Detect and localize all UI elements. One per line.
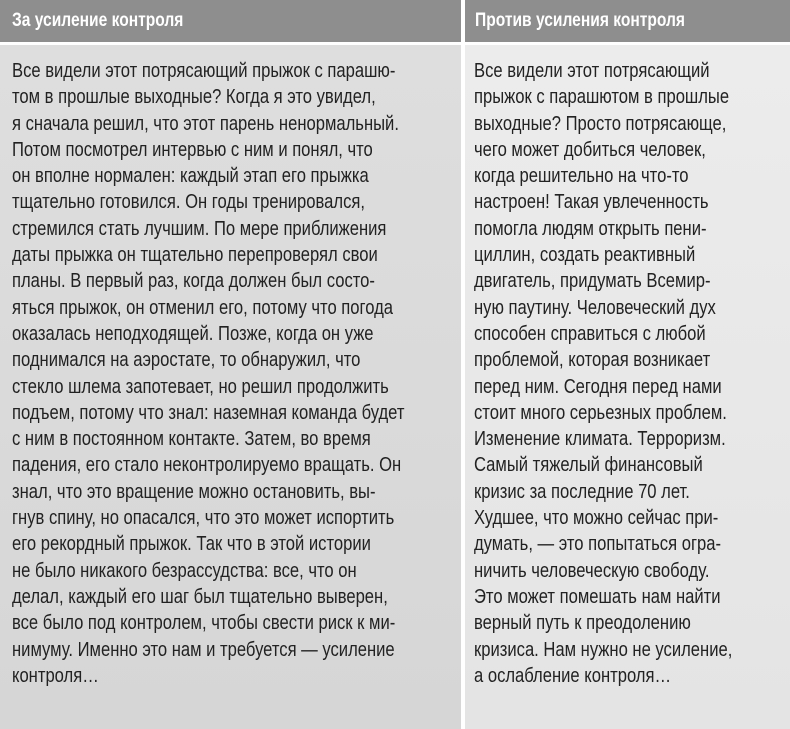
text-line: [474, 637, 790, 663]
text-line: [474, 610, 790, 636]
text-line: [474, 505, 790, 531]
line-text: Все видели этот потрясающий: [474, 60, 710, 82]
text-line: [474, 189, 790, 215]
text-line: [12, 584, 461, 610]
line-text: падения, его стало неконтролируемо вращать. Он: [12, 454, 402, 477]
text-line: [474, 84, 790, 110]
text-line: [12, 558, 461, 584]
line-text: его рекордный прыжок. Так что в этой истории: [12, 533, 371, 556]
line-text: настроен! Такая увлеченность: [474, 191, 709, 214]
line-text: знал, что это вращение можно остановить, вы-: [12, 480, 376, 503]
line-text: прыжок с парашютом в прошлые: [474, 86, 730, 109]
text-line: [12, 84, 461, 110]
column-body-against: [465, 45, 790, 729]
line-text: стоит много серьезных проблем.: [474, 401, 727, 424]
line-text: контроля…: [12, 664, 99, 687]
text-line: [12, 111, 461, 137]
line-text: делал, каждый его шаг был тщательно выверен,: [12, 585, 388, 608]
line-text: способен справиться с любой: [474, 322, 706, 345]
text-line: [474, 295, 790, 321]
line-text: стекло шлема запотевает, но решил продолжить: [12, 375, 389, 398]
line-text: ничить человеческую свободу.: [474, 559, 710, 582]
line-text: с ним в постоянном контакте. Затем, во время: [12, 428, 371, 451]
text-line: [12, 58, 461, 84]
text-line: [12, 189, 461, 215]
line-text: кризиса. Нам нужно не усиление,: [474, 638, 733, 661]
text-line: [12, 268, 461, 294]
text-line: [474, 216, 790, 242]
line-text: помогла людям открыть пени-: [474, 217, 707, 240]
line-text: стремился стать лучшим. По мере приближения: [12, 217, 387, 240]
text-line: [12, 505, 461, 531]
text-line: [12, 452, 461, 478]
line-text: двигатель, придумать Всемир-: [474, 270, 711, 293]
text-line: [12, 610, 461, 636]
line-text: оказалась неподходящей. Позже, когда он уже: [12, 322, 374, 345]
line-text: Это может помешать нам найти: [474, 585, 721, 608]
line-text: а ослабление контроля…: [474, 664, 672, 687]
text-line: [12, 137, 461, 163]
text-line: [12, 242, 461, 268]
text-line: [474, 663, 790, 689]
line-text: Худшее, что можно сейчас при-: [474, 507, 719, 530]
line-text: все было под контролем, чтобы свести риск к ми-: [12, 612, 396, 635]
line-text: Изменение климата. Терроризм.: [474, 428, 726, 451]
line-text: планы. В первый раз, когда должен был состо-: [12, 270, 375, 293]
line-text: проблемой, которая возникает: [474, 349, 711, 372]
text-line: [12, 374, 461, 400]
text-line: [12, 163, 461, 189]
text-line: [12, 426, 461, 452]
text-line: [474, 558, 790, 584]
line-text: поднимался на аэростате, то обнаружил, что: [12, 349, 361, 372]
line-text: кризис за последние 70 лет.: [474, 480, 690, 503]
line-text: Самый тяжелый финансовый: [474, 454, 703, 477]
line-text: думать, — это попытаться огра-: [474, 533, 721, 556]
line-text: перед ним. Сегодня перед нами: [474, 375, 722, 398]
text-line: [474, 321, 790, 347]
text-line: [12, 347, 461, 373]
line-text: нимуму. Именно это нам и требуется — усиление: [12, 638, 395, 661]
line-text: выходные? Просто потрясающе,: [474, 112, 727, 135]
text-line: [474, 374, 790, 400]
text-line: [12, 531, 461, 557]
text-line: [474, 347, 790, 373]
text-line: [474, 268, 790, 294]
line-text: не было никакого безрассудства: все, что он: [12, 559, 357, 582]
text-line: [474, 400, 790, 426]
text-line: [474, 137, 790, 163]
line-text: подъем, потому что знал: наземная команда будет: [12, 401, 405, 424]
line-text: Все видели этот потрясающий прыжок с парашю-: [12, 60, 396, 82]
text-line: [12, 663, 461, 689]
line-text: когда решительно на что-то: [474, 165, 689, 188]
text-line: [474, 111, 790, 137]
text-line: [474, 58, 790, 84]
line-text: я сначала решил, что этот парень ненормальный.: [12, 112, 399, 135]
line-text: чего может добиться человек,: [474, 138, 706, 161]
text-line: [474, 584, 790, 610]
line-text: том в прошлые выходные? Когда я это увидел,: [12, 86, 376, 109]
line-text: он вполне нормален: каждый этап его прыжка: [12, 165, 369, 188]
text-line: [474, 242, 790, 268]
column-header-against: [465, 0, 790, 42]
line-text: верный путь к преодолению: [474, 612, 691, 635]
column-body-for: [0, 45, 461, 729]
text-line: [12, 400, 461, 426]
text-line: [12, 216, 461, 242]
header-text: Против усиления контроля: [475, 10, 686, 31]
line-text: даты прыжка он тщательно перепроверял свои: [12, 244, 378, 267]
line-text: яться прыжок, он отменил его, потому что погода: [12, 296, 393, 319]
text-line: [474, 479, 790, 505]
text-line: [12, 637, 461, 663]
text-line: [12, 295, 461, 321]
line-text: ную паутину. Человеческий дух: [474, 296, 716, 319]
text-line: [474, 426, 790, 452]
line-text: циллин, создать реактивный: [474, 244, 696, 267]
text-line: [474, 452, 790, 478]
line-text: гнув спину, но опасался, что это может испортить: [12, 507, 395, 530]
text-line: [12, 321, 461, 347]
line-text: тщательно готовился. Он годы тренировался,: [12, 191, 365, 214]
text-line: [474, 531, 790, 557]
line-text: Потом посмотрел интервью с ним и понял, что: [12, 138, 373, 161]
text-line: [12, 479, 461, 505]
header-text: За усиление контроля: [12, 10, 184, 31]
text-line: [474, 163, 790, 189]
column-header-for: [0, 0, 461, 42]
